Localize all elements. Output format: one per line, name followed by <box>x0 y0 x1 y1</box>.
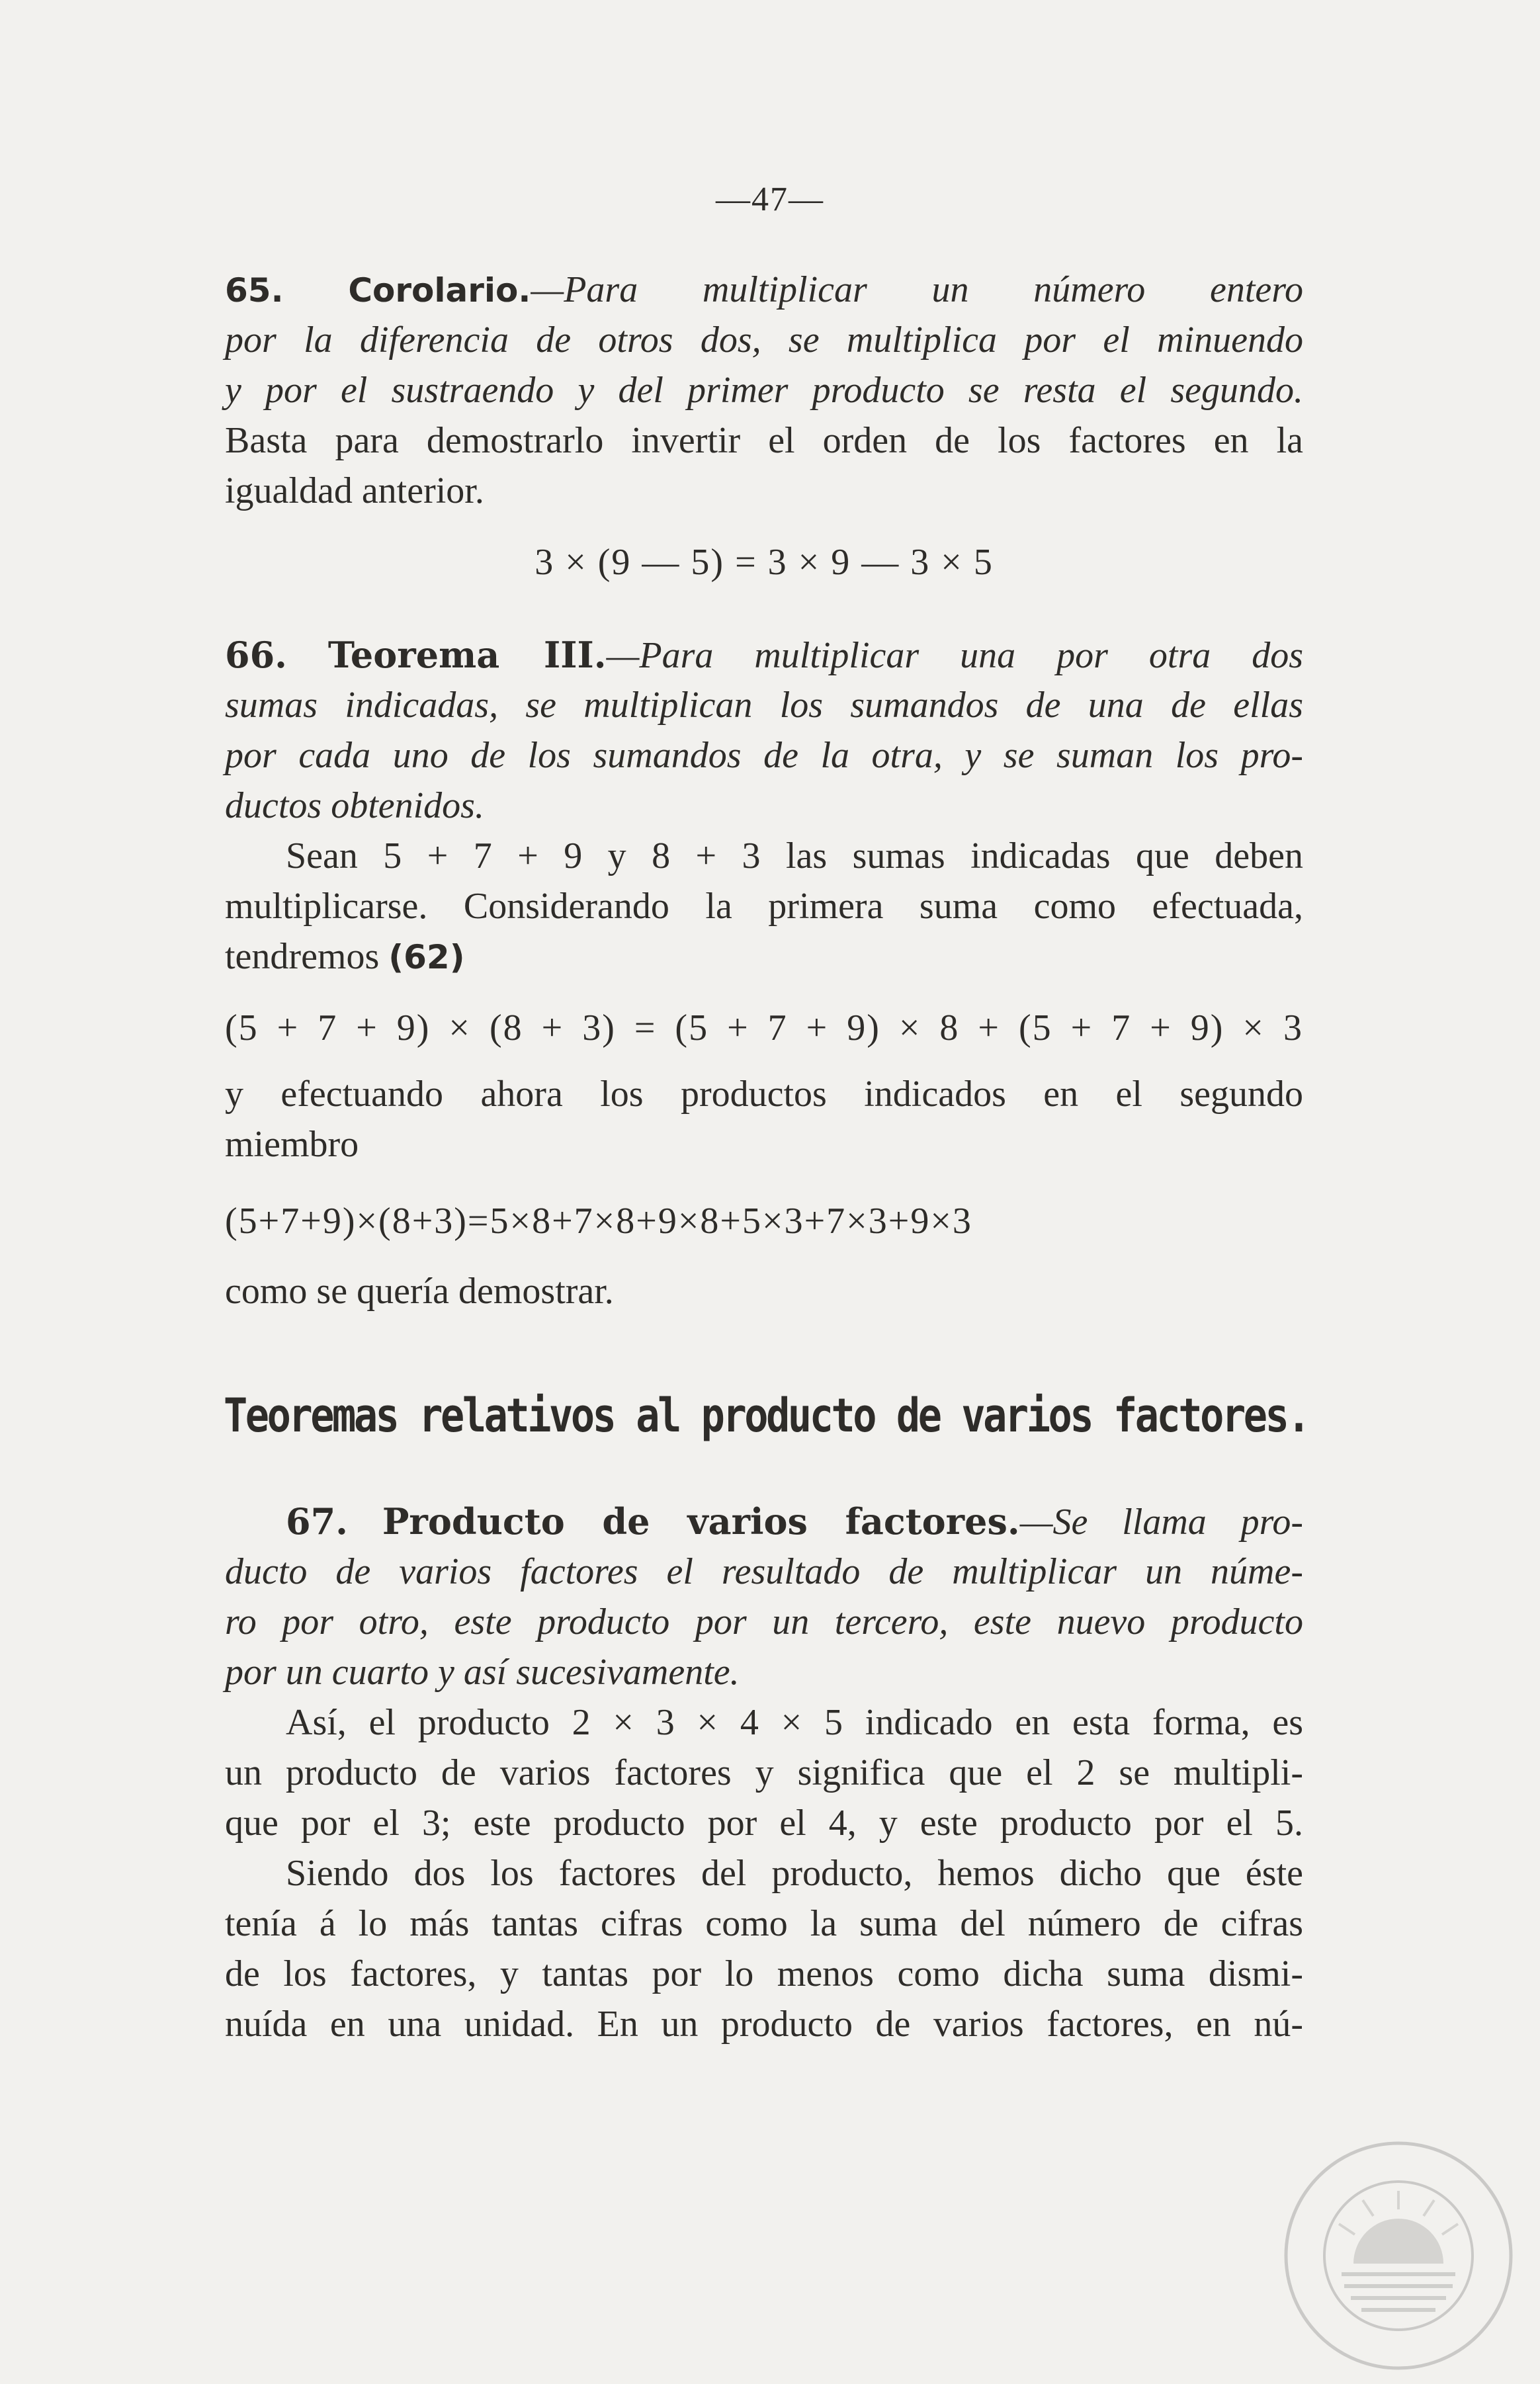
sec67-line-6: un producto de varios factores y significa que el 2 se multipli- <box>225 1752 1303 1793</box>
sec66-line-4: ductos obtenidos. <box>225 785 484 826</box>
library-seal-stamp <box>1281 2138 1516 2373</box>
sec65-dash: — <box>531 269 564 310</box>
sec66-closing: como se quería demostrar. <box>225 1271 614 1312</box>
sec66-tendremos: tendremos <box>225 936 380 977</box>
sec65-line-5: igualdad anterior. <box>225 470 484 511</box>
sec66-title: Teorema III. <box>327 634 607 676</box>
sec66-line-5: Sean 5 + 7 + 9 y 8 + 3 las sumas indicadas que deben <box>286 835 1303 876</box>
sec65-line-4: Basta para demostrarlo invertir el orden de los factores en la <box>225 420 1303 461</box>
seal-sea-lines <box>1342 2274 1455 2310</box>
seal-sun-icon <box>1353 2219 1443 2264</box>
sec67-line-1 <box>286 1496 1303 1547</box>
sec67-title: Producto de varios factores. <box>382 1500 1020 1543</box>
sec65-line-1 <box>225 265 1303 316</box>
sec67-line-7: que por el 3; este producto por el 4, y este producto por el 5. <box>225 1803 1303 1844</box>
sec66-formula-2: (5+7+9)×(8+3)=5×8+7×8+9×8+5×3+7×3+9×3 <box>225 1201 972 1242</box>
sec66-line-7 <box>225 931 1303 982</box>
sec66-line-9: miembro <box>225 1124 359 1165</box>
sec65-formula: 3 × (9 — 5) = 3 × 9 — 3 × 5 <box>535 542 994 583</box>
sec67-line-10: de los factores, y tantas por lo menos como dicha suma dismi- <box>225 1953 1303 1994</box>
sec66-formula-1: (5 + 7 + 9) × (8 + 3) = (5 + 7 + 9) × 8 + (5 + 7 + 9) × 3 <box>225 1007 1303 1048</box>
sec67-line-5: Así, el producto 2 × 3 × 4 × 5 indicado en esta forma, es <box>286 1702 1303 1743</box>
sec66-number: 66. <box>225 634 287 676</box>
sec66-line-8: y efectuando ahora los productos indicados en el segundo <box>225 1074 1303 1115</box>
sec65-line-2: por la diferencia de otros dos, se multiplica por el minuendo <box>225 319 1303 361</box>
sec65-number: 65. <box>225 271 284 310</box>
sec66-reference: (62) <box>388 938 465 976</box>
sec66-line-1 <box>225 630 1303 681</box>
sec67-line-3: ro por otro, este producto por un tercero, este nuevo producto <box>225 1601 1303 1642</box>
section-heading: Teoremas relativos al producto de varios factores. <box>224 1388 1309 1443</box>
sec67-number: 67. <box>286 1500 348 1543</box>
sec66-line-6: multiplicarse. Considerando la primera suma como efectuada, <box>225 886 1303 927</box>
sec67-line-2: ducto de varios factores el resultado de multiplicar un núme- <box>225 1551 1303 1592</box>
sec66-line-2: sumas indicadas, se multiplican los sumandos de una de ellas <box>225 685 1303 726</box>
sec66-line-3: por cada uno de los sumandos de la otra, y se suman los pro- <box>225 735 1303 776</box>
sec67-line-11: nuída en una unidad. En un producto de varios factores, en nú- <box>225 2004 1303 2045</box>
sec65-text-1: Para multiplicar un número entero <box>564 269 1303 310</box>
page-number: —47— <box>716 181 824 218</box>
sec67-line-8: Siendo dos los factores del producto, hemos dicho que éste <box>286 1853 1303 1894</box>
sec67-text-1: —Se llama pro- <box>1019 1502 1304 1543</box>
sec67-line-9: tenía á lo más tantas cifras como la suma del número de cifras <box>225 1903 1303 1944</box>
sec65-title: Corolario. <box>348 271 531 310</box>
sec65-line-3: y por el sustraendo y del primer producto se resta el segundo. <box>225 370 1303 411</box>
sec67-line-4: por un cuarto y así sucesivamente. <box>225 1652 740 1693</box>
sec66-text-1: —Para multiplicar una por otra dos <box>606 635 1303 676</box>
